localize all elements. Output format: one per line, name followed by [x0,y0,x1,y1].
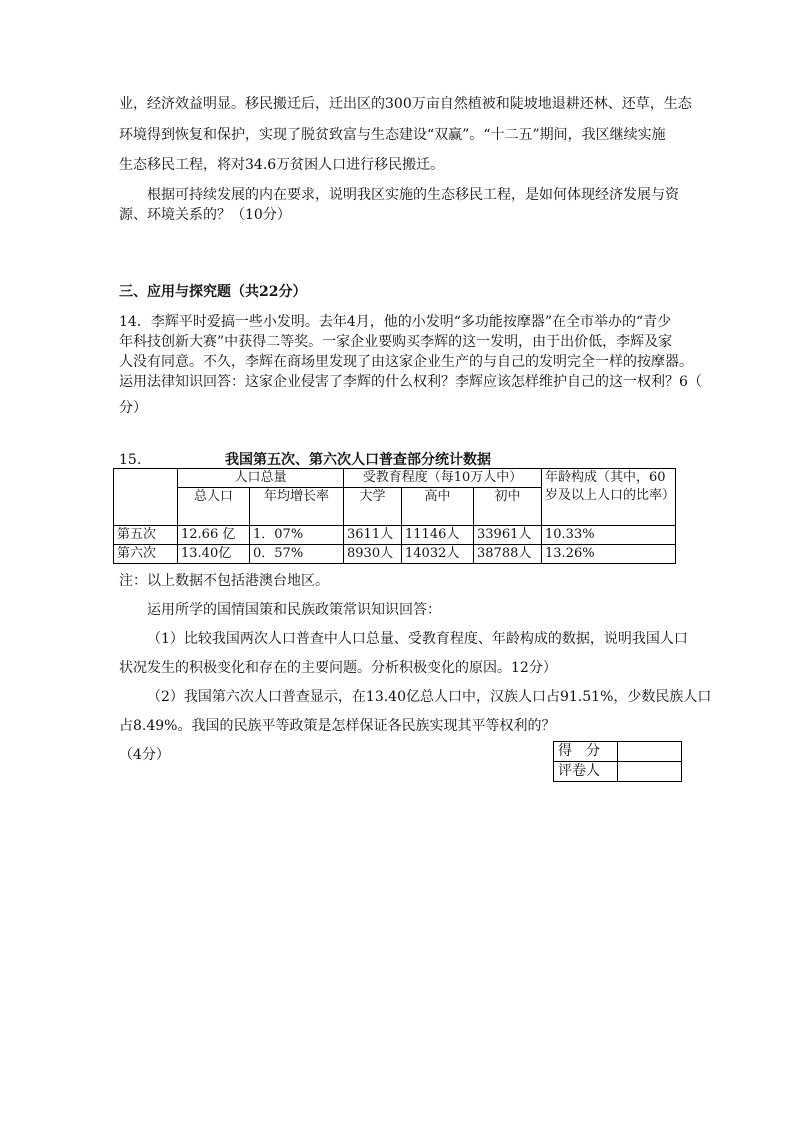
cell-university: 8930人 [344,545,402,564]
q14-line-4: 运用法律知识回答：这家企业侵害了李辉的什么权利？李辉应该怎样维护自己的这一权利？6（ [119,374,702,390]
q14-line-2: 年科技创新大赛”中获得二等奖。一家企业要购买李辉的这一发明，由于出价低，李辉及家 [119,334,673,350]
header-total-population: 总人口 [178,488,250,526]
cell-junior-school: 38788人 [474,545,542,564]
q13-line-3: 生态移民工程，将对34.6万贫困人口进行移民搬迁。 [119,157,445,173]
header-junior-school: 初中 [474,488,542,526]
cell-growth: 1．07% [250,526,344,545]
q15-intro: 运用所学的国情国策和民族政策常识知识回答： [147,602,441,618]
header-growth-rate: 年均增长率 [250,488,344,526]
row-label: 第六次 [114,545,178,564]
table-row [114,545,676,564]
q15-sub2-score: （4分） [119,747,170,763]
q14-line-5: 分） [119,400,147,416]
cell-total: 13.40亿 [178,545,250,564]
cell-growth: 0．57% [250,545,344,564]
cell-junior-school: 33961人 [474,526,542,545]
cell-high-school: 11146人 [402,526,474,545]
header-university: 大学 [344,488,402,526]
q13-line-2: 环境得到恢复和保护，实现了脱贫致富与生态建设“双赢”。“十二五”期间，我区继续实施 [119,127,666,143]
cell-university: 3611人 [344,526,402,545]
q13-question-line-2: 源、环境关系的？（10分） [119,207,291,223]
table-corner-cell [114,469,178,526]
cell-total: 12.66 亿 [178,526,250,545]
q13-question-line-1: 根据可持续发展的内在要求，说明我区实施的生态移民工程，是如何体现经济发展与资 [147,187,679,203]
cell-high-school: 14032人 [402,545,474,564]
grader-field[interactable] [618,762,682,782]
table-row [114,526,676,545]
q14-line-1: 14．李辉平时爱搞一些小发明。去年4月，他的小发明“多功能按摩器”在全市举办的“青少 [119,314,672,330]
q15-sub2-line-2: 占8.49%。我国的民族平等政策是怎样保证各民族实现其平等权利的？ [119,718,556,734]
score-box [553,741,682,782]
header-population-total: 人口总量 [178,469,344,488]
cell-age-ratio: 10.33% [542,526,676,545]
header-education: 受教育程度（每10万人中） [344,469,542,488]
q15-sub1-line-2: 状况发生的积极变化和存在的主要问题。分析积极变化的原因。12分） [119,660,557,676]
q15-sub1-line-1: （1）比较我国两次人口普查中人口总量、受教育程度、年龄构成的数据，说明我国人口 [147,631,688,647]
q15-sub2-line-1: （2）我国第六次人口普查显示，在13.40亿总人口中，汉族人口占91.51%，少数民族人口 [147,689,712,705]
table-note: 注：以上数据不包括港澳台地区。 [119,573,329,589]
grader-label: 评卷人 [554,762,618,782]
cell-age-ratio: 13.26% [542,545,676,564]
score-label: 得 分 [554,742,618,762]
census-table [113,468,676,564]
section-3-title: 三、应用与探究题（共22分） [119,284,307,300]
row-label: 第五次 [114,526,178,545]
header-age-structure: 年龄构成（其中，60岁及以上人口的比率） [542,469,676,526]
q15-number: 15. [119,452,142,468]
score-field[interactable] [618,742,682,762]
q15-table-title: 我国第五次、第六次人口普查部分统计数据 [225,452,491,468]
header-high-school: 高中 [402,488,474,526]
q14-line-3: 人没有同意。不久，李辉在商场里发现了由这家企业生产的与自己的发明完全一样的按摩器。 [119,354,693,370]
q13-line-1: 业，经济效益明显。移民搬迁后，迁出区的300万亩自然植被和陡坡地退耕还林、还草，生态 [119,96,692,112]
